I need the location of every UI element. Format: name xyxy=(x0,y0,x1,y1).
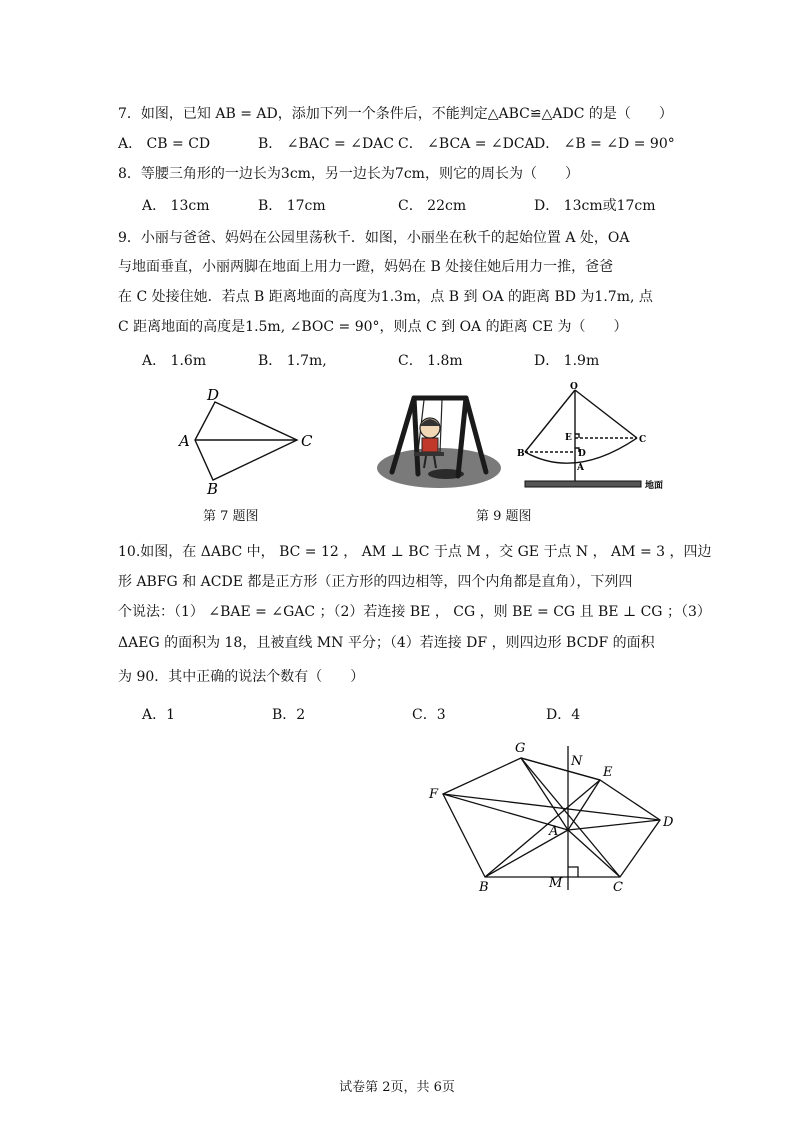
q7-option-c: C． ∠BCA = ∠DCA xyxy=(398,136,535,152)
q9-label-ground: 地面 xyxy=(645,481,664,491)
q7-caption: 第 7 题图 xyxy=(203,509,259,524)
q9-line-4: C 距离地面的高度是1.5m, ∠BOC = 90°，则点 C 到 OA 的距离 CE 为（ ） xyxy=(118,319,628,335)
q8-option-d: D． 13cm或17cm xyxy=(534,198,656,214)
segment-ca xyxy=(568,830,620,877)
q9-option-c: C． 1.8m xyxy=(398,353,463,369)
q9-label-d: D xyxy=(578,449,586,459)
q10-label-b: B xyxy=(479,880,489,895)
q7-label-b: B xyxy=(207,480,219,498)
q9-label-o: O xyxy=(570,382,578,392)
q10-line-5: 为 90．其中正确的说法个数有（ ） xyxy=(118,669,365,685)
q9-line-2: 与地面垂直，小丽两脚在地面上用力一蹬，妈妈在 B 处接住她后用力一推，爸爸 xyxy=(118,259,614,275)
q7-label-d: D xyxy=(207,386,220,404)
q10-label-f: F xyxy=(429,787,439,802)
q10-label-c: C xyxy=(613,880,623,895)
q10-option-c: C．3 xyxy=(412,707,446,723)
q9-label-c: C xyxy=(639,435,647,445)
q10-label-g: G xyxy=(515,741,526,756)
segment-ea xyxy=(568,780,600,830)
q9-option-b: B． 1.7m, xyxy=(258,353,327,369)
q10-figure xyxy=(425,738,685,908)
q7-label-a: A xyxy=(179,432,190,450)
q9-swing-picture xyxy=(374,388,504,498)
q10-option-b: B．2 xyxy=(272,707,306,723)
girl-body xyxy=(422,438,438,452)
line-oc xyxy=(575,390,637,438)
ground-bar xyxy=(525,481,641,487)
q8-option-b: B． 17cm xyxy=(258,198,326,214)
q9-diagram xyxy=(515,384,675,494)
q10-line-1: 10.如图，在 ΔABC 中， BC = 12 ， AM ⊥ BC 于点 M ，交 GE 于点 N ， AM = 3 ，四边 xyxy=(118,544,712,560)
q8-stem: 8．等腰三角形的一边长为3cm，另一边长为7cm，则它的周长为（ ） xyxy=(118,166,579,182)
q9-line-1: 9．小丽与爸爸、妈妈在公园里荡秋千．如图，小丽坐在秋千的起始位置 A 处，OA xyxy=(118,230,630,246)
q9-label-b: B xyxy=(517,449,525,459)
q10-label-d: D xyxy=(663,815,674,830)
q7-figure xyxy=(175,388,335,498)
q9-label-e: E xyxy=(565,433,572,443)
q7-option-a: A． CB = CD xyxy=(118,136,211,152)
right-angle-m xyxy=(568,867,578,877)
q7-option-d: D． ∠B = ∠D = 90° xyxy=(534,136,675,152)
q7-kite-outline xyxy=(195,402,297,480)
q10-label-a: A xyxy=(549,824,559,839)
q8-option-c: C． 22cm xyxy=(398,198,467,214)
q10-label-e: E xyxy=(603,765,613,780)
q10-line-2: 形 ABFG 和 ACDE 都是正方形（正方形的四边相等，四个内角都是直角），下列四 xyxy=(118,574,633,590)
q9-option-a: A． 1.6m xyxy=(142,353,207,369)
q9-line-3: 在 C 处接住她．若点 B 距离地面的高度为1.3m，点 B 到 OA 的距离 BD 为1.7m, 点 xyxy=(118,289,653,305)
q9-option-d: D． 1.9m xyxy=(534,353,600,369)
q10-line-3: 个说法：（1） ∠BAE = ∠GAC ；（2）若连接 BE ， CG ，则 BE = CG 且 BE ⊥ CG ；（3） xyxy=(118,604,711,620)
swing-seat xyxy=(414,452,444,456)
q7-option-b: B． ∠BAC = ∠DAC xyxy=(258,136,394,152)
q7-label-c: C xyxy=(301,432,313,450)
segment-da xyxy=(568,820,660,830)
q8-option-a: A． 13cm xyxy=(142,198,210,214)
q7-stem: 7．如图，已知 AB = AD，添加下列一个条件后，不能判定△ABC≌△ADC 的是（ ） xyxy=(118,106,673,122)
q10-option-d: D．4 xyxy=(546,707,581,723)
q9-label-a: A xyxy=(577,463,584,473)
page-footer: 试卷第 2页，共 6页 xyxy=(339,1080,455,1095)
q10-label-m: M xyxy=(549,876,563,891)
q10-line-4: ΔAEG 的面积为 18，且被直线 MN 平分；（4）若连接 DF ，则四边形 BCDF 的面积 xyxy=(118,635,655,651)
q9-caption: 第 9 题图 xyxy=(476,509,532,524)
q10-option-a: A．1 xyxy=(142,707,176,723)
q10-label-n: N xyxy=(571,754,583,769)
q10-outer-hexagon xyxy=(443,758,660,877)
